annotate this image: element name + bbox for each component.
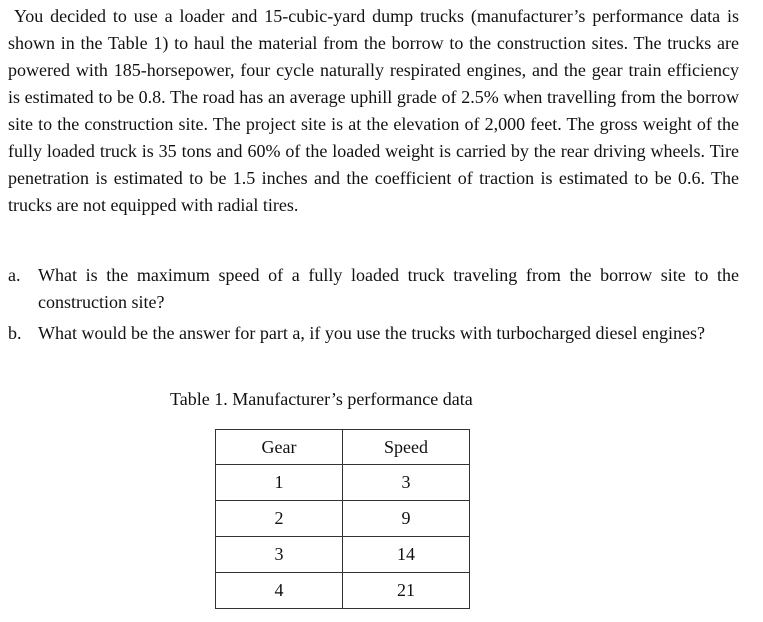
question-marker: b. <box>8 323 22 343</box>
gear-cell: 3 <box>216 537 343 573</box>
speed-cell: 14 <box>343 537 470 573</box>
gear-cell: 4 <box>216 573 343 609</box>
speed-cell: 21 <box>343 573 470 609</box>
question-list <box>8 262 739 351</box>
column-header-gear: Gear <box>216 430 343 465</box>
problem-intro: You decided to use a loader and 15-cubic-yard dump trucks (manufacturer’s performance data is shown in the Table 1) to haul the material from the borrow to the construction sites. The trucks are powered with 185-horsepower, four cycle naturally respirated engines, and the gear train efficiency is estimated to be 0.8. The road has an average uphill grade of 2.5% when travelling from the borrow site to the construction site. The project site is at the elevation of 2,000 feet. The gross weight of the fully loaded truck is 35 tons and 60% of the loaded weight is carried by the rear driving wheels. Tire penetration is estimated to be 1.5 inches and the coefficient of traction is estimated to be 0.6. The trucks are not equipped with radial tires. <box>8 6 739 215</box>
question-item-a <box>8 262 739 316</box>
table-row <box>216 501 470 537</box>
question-item-b <box>8 320 739 347</box>
table-row <box>216 573 470 609</box>
speed-cell: 9 <box>343 501 470 537</box>
question-text: What is the maximum speed of a fully loaded truck traveling from the borrow site to the construction site? <box>38 265 739 312</box>
table-header-row <box>216 430 470 465</box>
gear-cell: 2 <box>216 501 343 537</box>
speed-cell: 3 <box>343 465 470 501</box>
column-header-speed: Speed <box>343 430 470 465</box>
gear-cell: 1 <box>216 465 343 501</box>
table-caption: Table 1. Manufacturer’s performance data <box>170 389 473 409</box>
performance-table <box>215 429 470 609</box>
table-row <box>216 537 470 573</box>
question-text: What would be the answer for part a, if you use the trucks with turbocharged diesel engines? <box>38 323 705 343</box>
question-marker: a. <box>8 265 21 285</box>
table-row <box>216 465 470 501</box>
